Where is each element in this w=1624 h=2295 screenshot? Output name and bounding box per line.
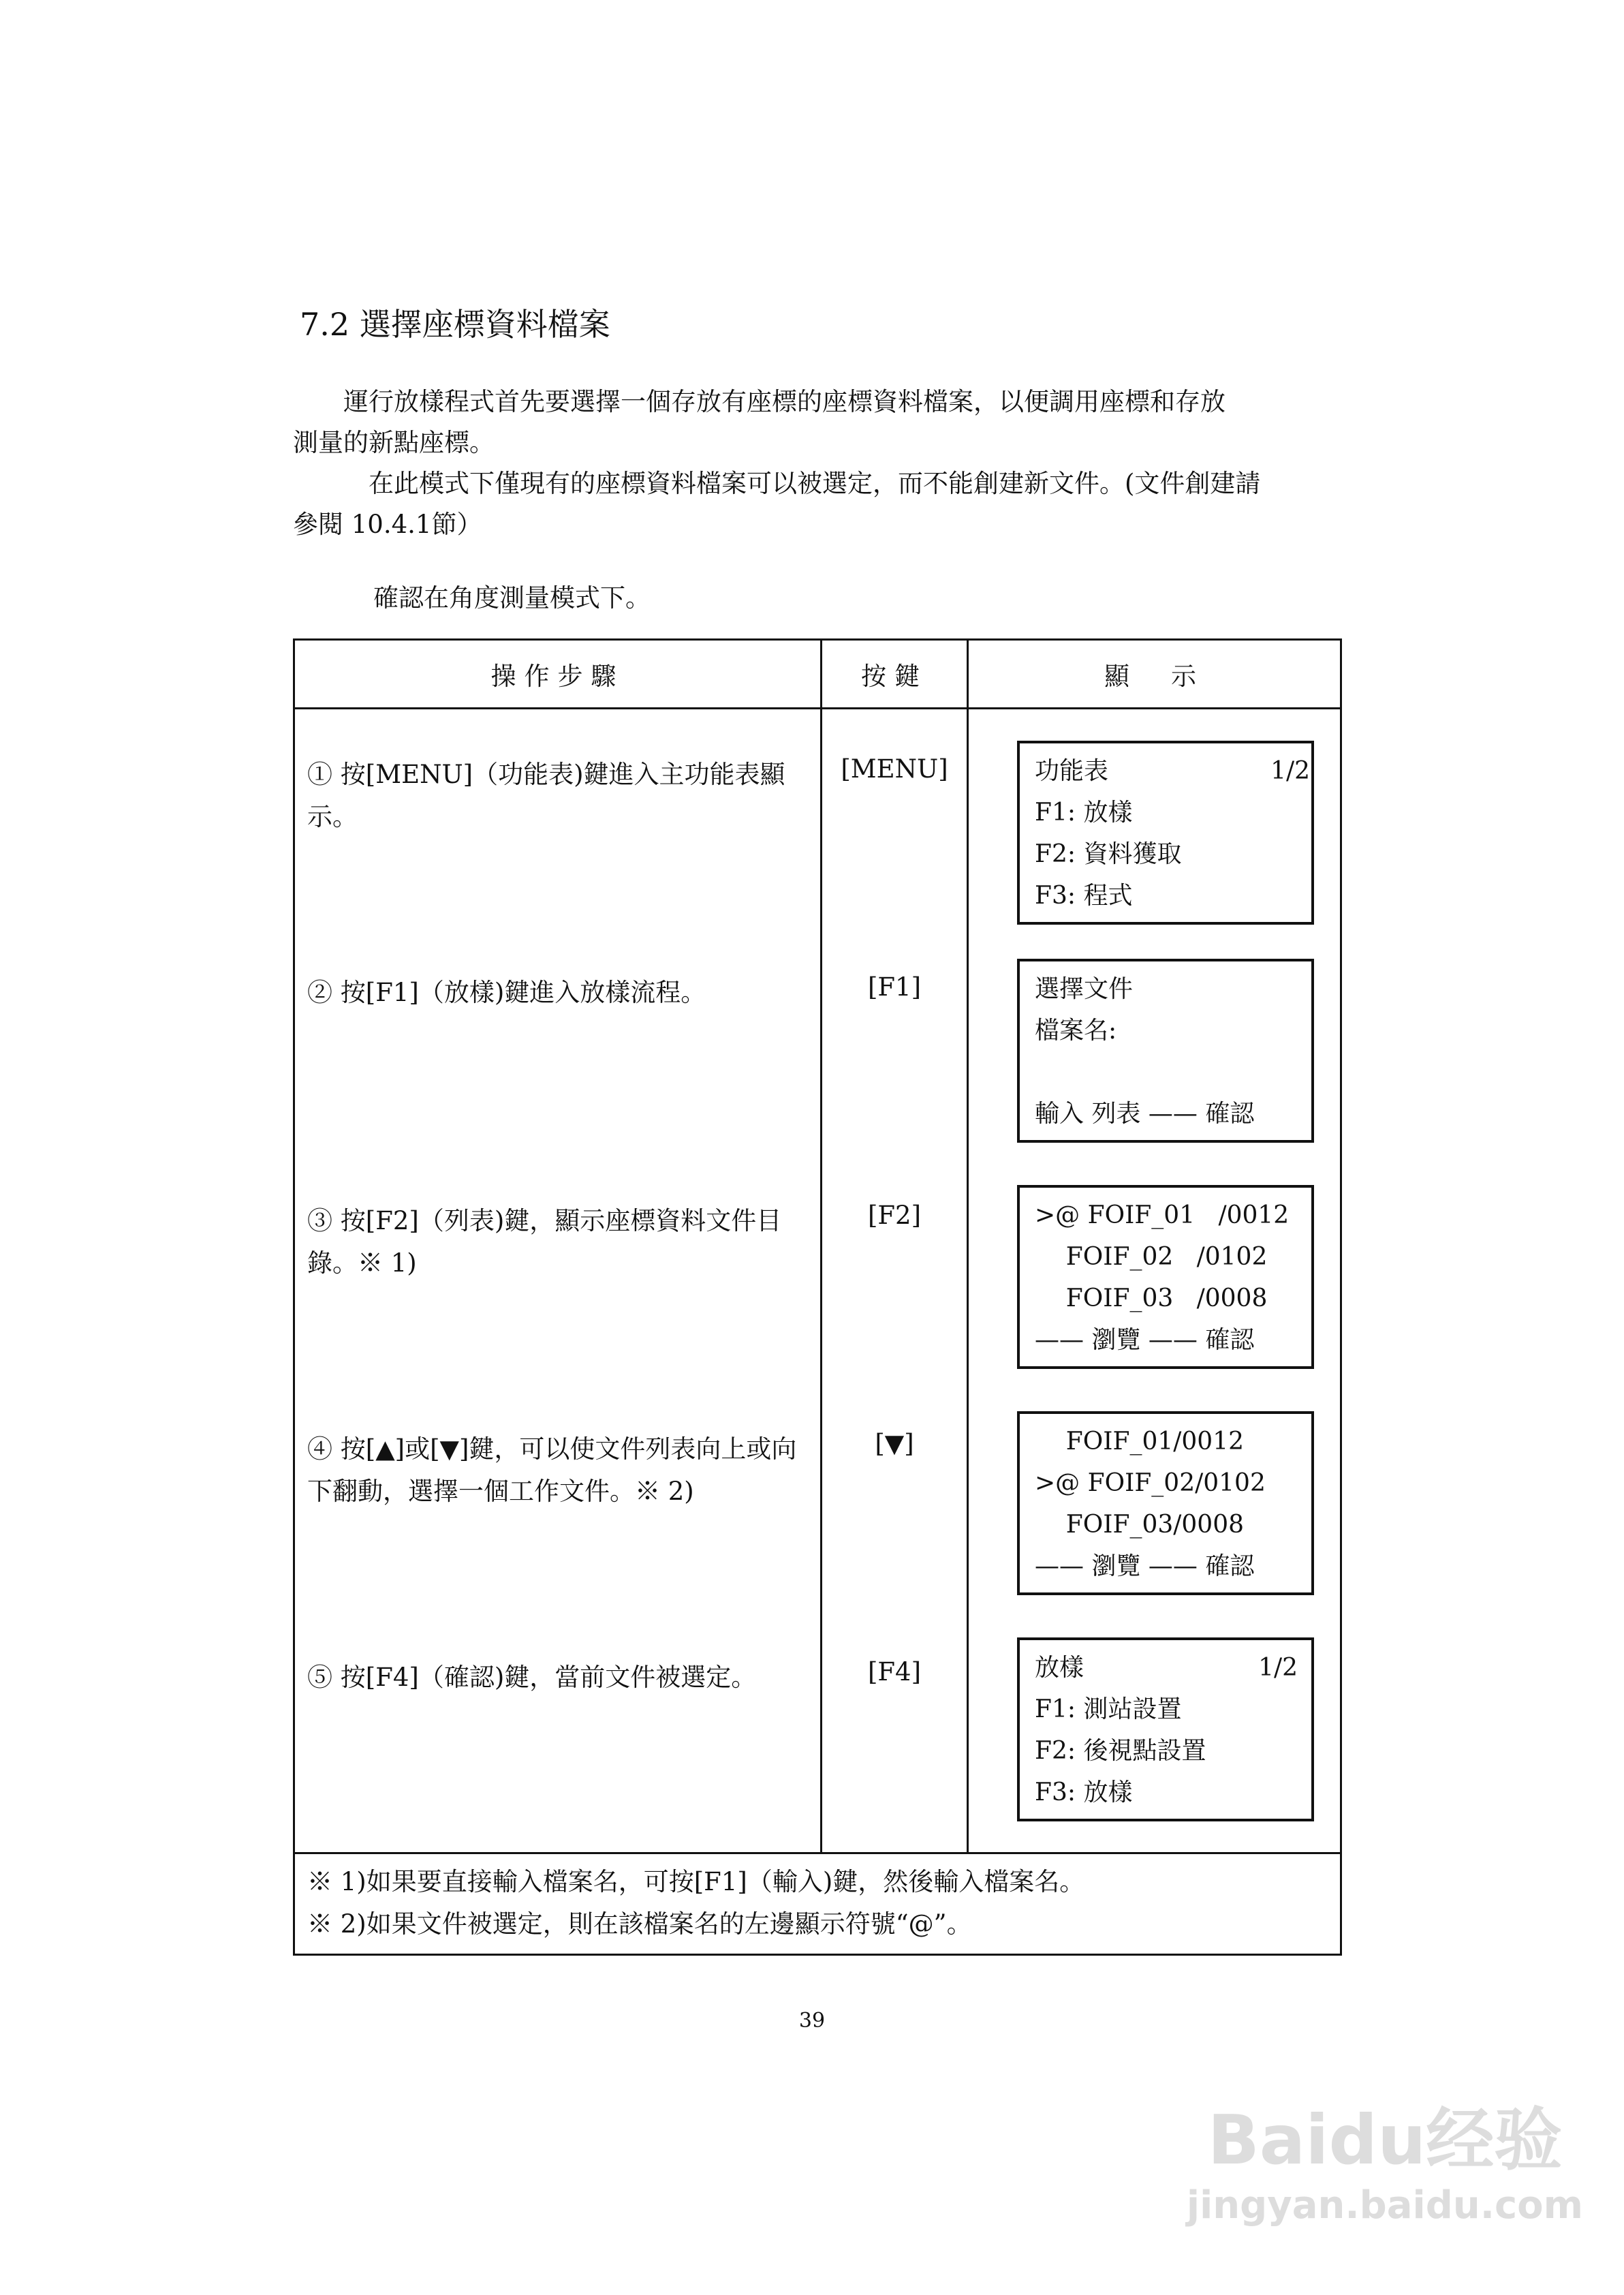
notes-row (294, 1853, 1341, 1955)
key-4: [▼] (875, 1429, 914, 1458)
header-steps: 操作步驟 (294, 640, 822, 709)
step-3: ③ 按[F2]（列表)鍵，顯示座標資料文件目錄。※ 1) (307, 1206, 782, 1278)
display-screen-3: >@ FOIF_01 /0012 FOIF_02 /0102 FOIF_03 /0008 —— 瀏覽 —— 確認 (1017, 1185, 1314, 1369)
key-5: [F4] (867, 1657, 922, 1686)
step-2: ② 按[F1]（放樣)鍵進入放樣流程。 (307, 978, 706, 1007)
keys-column (822, 709, 968, 1853)
intro-text (293, 382, 1356, 545)
note-1: ※ 1)如果要直接輸入檔案名，可按[F1]（輸入)鍵，然後輸入檔案名。 (307, 1867, 1085, 1896)
page-indicator: 1/2 (1258, 1654, 1298, 1682)
display-column (968, 709, 1341, 1853)
step-5: ⑤ 按[F4]（確認)鍵，當前文件被選定。 (307, 1663, 757, 1692)
display-screen-2: 選擇文件 檔案名: 輸入 列表 —— 確認 (1017, 959, 1314, 1143)
key-3: [F2] (867, 1201, 922, 1230)
procedure-table (293, 638, 1342, 1956)
header-display: 顯 示 (968, 640, 1341, 709)
watermark-url: jingyan.baidu.com (1186, 2183, 1583, 2228)
watermark-logo: Baidu经验 (1207, 2100, 1563, 2180)
steps-row (294, 709, 1341, 1853)
paragraph: 在此模式下僅現有的座標資料檔案可以被選定，而不能創建新文件。(文件創建請 (293, 469, 1261, 498)
note-2: ※ 2)如果文件被選定，則在該檔案名的左邊顯示符號“@”。 (307, 1909, 972, 1939)
key-1: [MENU] (841, 754, 948, 784)
precondition: 確認在角度測量模式下。 (373, 583, 651, 613)
display-screen-5: 1/2 放樣 F1: 測站設置 F2: 後視點設置 F3: 放樣 (1017, 1637, 1314, 1821)
notes (294, 1853, 1341, 1955)
section-title: 7.2 選擇座標資料檔案 (300, 306, 610, 343)
step-4: ④ 按[▲]或[▼]鍵，可以使文件列表向上或向下翻動，選擇一個工作文件。※ 2) (307, 1434, 797, 1506)
step-1: ① 按[MENU]（功能表)鍵進入主功能表顯示。 (307, 760, 785, 831)
key-2: [F1] (867, 972, 922, 1002)
paragraph: 參閱 10.4.1節） (293, 510, 482, 539)
display-screen-1: 1/2 功能表 F1: 放樣 F2: 資料獲取 F3: 程式 (1017, 741, 1314, 925)
watermark (1187, 2085, 1583, 2228)
header-keys: 按鍵 (822, 640, 968, 709)
steps-column (294, 709, 822, 1853)
display-screen-4: FOIF_01/0012 >@ FOIF_02/0102 FOIF_03/0008 —— 瀏覽 —— 確認 (1017, 1411, 1314, 1595)
table-header (294, 640, 1341, 709)
page-number: 39 (798, 2009, 826, 2033)
paragraph: 運行放樣程式首先要選擇一個存放有座標的座標資料檔案，以便調用座標和存放 (293, 387, 1225, 416)
paragraph: 測量的新點座標。 (293, 428, 495, 457)
page-indicator: 1/2 (1270, 757, 1310, 785)
